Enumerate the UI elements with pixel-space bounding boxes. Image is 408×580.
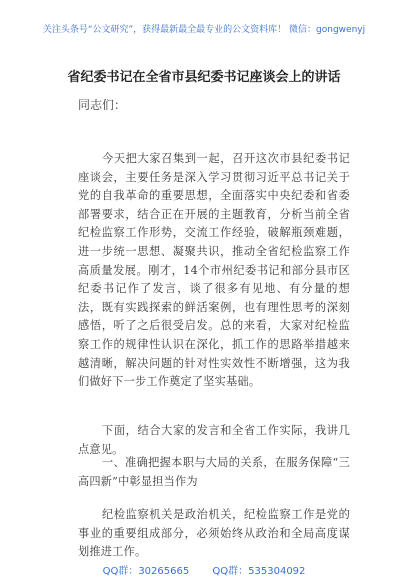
footer-qq-groups <box>0 562 408 577</box>
header-promo-note: 关注头条号“公文研究”，获得最新最全最专业的公文资料库！ 微信：gongwenyj <box>42 25 366 35</box>
document-title: 省纪委书记在全省市县纪委书记座谈会上的讲话 <box>67 70 341 85</box>
section-heading-one: 一、准确把握本职与大局的关系，在服务保障“三高四新”中彰显担当作为 <box>78 456 350 488</box>
paragraph-transition: 下面，结合大家的发言和全省工作实际，我讲几点意见。 <box>78 424 350 456</box>
salutation: 同志们： <box>78 98 127 112</box>
paragraph-section-one: 纪检监察机关是政治机关，纪检监察工作是党的事业的重要组成部分，必须始终从政治和全局高度谋划推进工作。 <box>78 508 350 559</box>
paragraph-opening: 今天把大家召集到一起，召开这次市县纪委书记座谈会，主要任务是深入学习贯彻习近平总书记关于党的自我革命的重要思想，全面落实中央纪委和省委部署要求，结合正在开展的主题教育，分析当前全省纪检监察工作形势，交流工作经验，破解瓶颈难题，进一步统一思想、凝聚共识，推动全省纪检监察工作高质量发展。刚才，14个市州纪委书记和部分县市区纪委书记作了发言，谈了很多有见地、有分量的想法，既有实践探索的鲜活案例，也有理性思考的深刻感悟，听了之后很受启发。总的来看，大家对纪检监察工作的规律性认识在深化，抓工作的思路举措越来越清晰，解决问题的针对性实效性不断增强，这为我们做好下一步工作奠定了坚实基础。 <box>78 152 350 389</box>
footer-qq-group-1: QQ群：30265665 <box>102 566 190 577</box>
footer-qq-group-2: QQ群：535304092 <box>212 566 306 577</box>
